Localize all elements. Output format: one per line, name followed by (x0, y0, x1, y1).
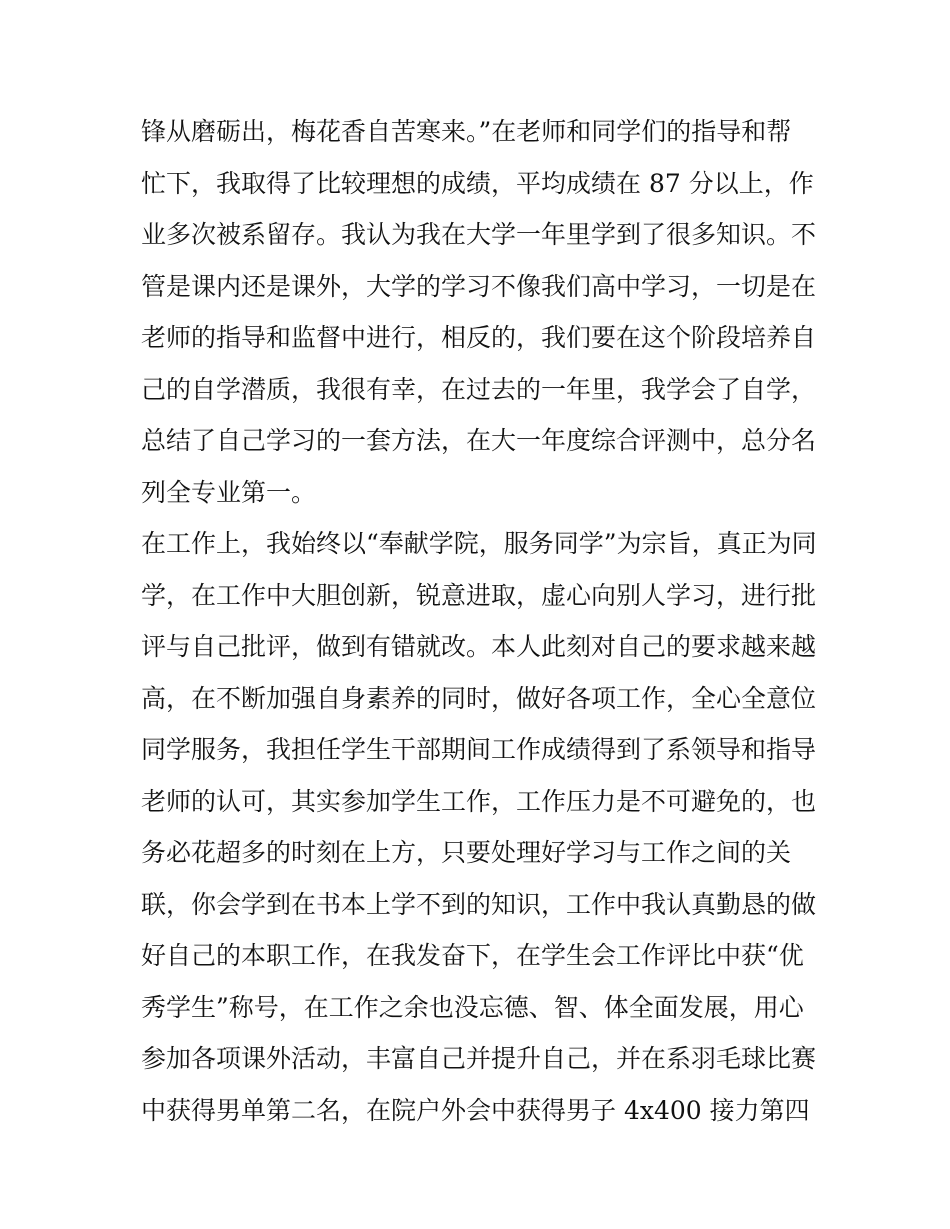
text-line: 总结了自己学习的一套方法，在大一年度综合评测中，总分名 (141, 426, 817, 455)
text-line: 学，在工作中大胆创新，锐意进取，虚心向别人学习，进行批 (141, 580, 817, 610)
text-line: 秀学生”称号，在工作之余也没忘德、智、体全面发展，用心 (141, 992, 804, 1022)
text-line: 高，在不断加强自身素养的同时，做好各项工作，全心全意位 (141, 683, 817, 713)
text-line: 好自己的本职工作，在我发奋下，在学生会工作评比中获“优 (141, 941, 804, 970)
text-line: 业多次被系留存。我认为我在大学一年里学到了很多知识。不 (141, 220, 817, 249)
text-line: 列全专业第一。 (141, 477, 317, 507)
text-line: 联，你会学到在书本上学不到的知识，工作中我认真勤恳的做 (141, 889, 817, 919)
text-line: 老师的指导和监督中进行，相反的，我们要在这个阶段培养自 (141, 323, 817, 352)
body-text (141, 106, 831, 1136)
text-line: 务必花超多的时刻在上方，只要处理好学习与工作之间的关 (141, 838, 792, 867)
text-line: 己的自学潜质，我很有幸，在过去的一年里，我学会了自学， (141, 374, 817, 404)
text-line: 管是课内还是课外，大学的学习不像我们高中学习，一切是在 (141, 271, 817, 301)
text-line: 忙下，我取得了比较理想的成绩，平均成绩在 87 分以上，作 (141, 168, 814, 198)
text-line: 参加各项课外活动，丰富自己并提升自己，并在系羽毛球比赛 (141, 1044, 817, 1073)
text-line: 同学服务，我担任学生干部期间工作成绩得到了系领导和指导 (141, 735, 817, 764)
text-line: 老师的认可，其实参加学生工作，工作压力是不可避免的，也 (141, 786, 817, 816)
text-line: 在工作上，我始终以“奉献学院，服务同学”为宗旨，真正为同 (141, 529, 817, 558)
text-line: 评与自己批评，做到有错就改。本人此刻对自己的要求越来越 (141, 632, 817, 661)
text-line: 锋从磨砺出，梅花香自苦寒来。”在老师和同学们的指导和帮 (141, 117, 792, 146)
text-line: 中获得男单第二名，在院户外会中获得男子 4x400 接力第四 (141, 1095, 810, 1125)
